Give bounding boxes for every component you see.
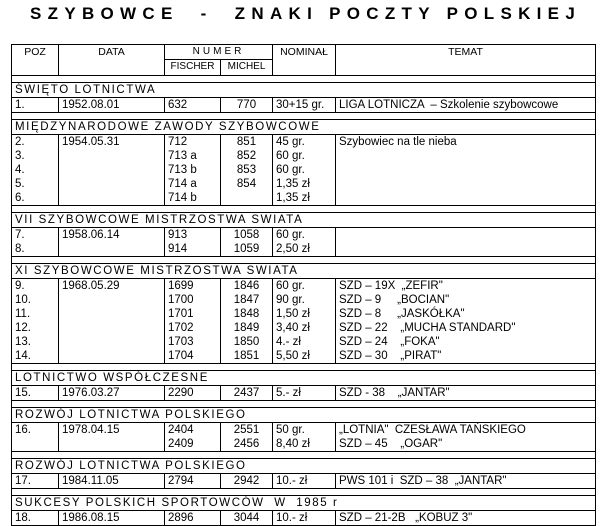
col-michel-cell — [221, 423, 273, 452]
cell-poz: 14. — [15, 350, 31, 362]
col-poz-cell — [12, 279, 59, 364]
header-numer: NUMER — [165, 45, 273, 60]
cell-date — [62, 307, 161, 321]
cell-michel: 1847 — [233, 294, 260, 306]
spacer-cell — [12, 76, 596, 83]
col-date-cell — [59, 228, 165, 257]
cell-date — [62, 163, 161, 177]
section-header-row — [12, 371, 596, 386]
col-date-cell — [59, 423, 165, 452]
col-michel-cell — [221, 135, 273, 206]
cell-michel: 854 — [236, 178, 257, 190]
cell-poz: 15. — [15, 387, 31, 399]
spacer-cell — [12, 401, 596, 408]
cell-michel: 1846 — [233, 280, 260, 292]
section-header-row — [12, 120, 596, 135]
cell-fischer: 913 — [168, 229, 188, 241]
cell-michel: 2456 — [233, 438, 260, 450]
col-date-cell — [59, 386, 165, 401]
spacer-row — [12, 113, 596, 120]
cell-temat: SZD – 8 „JASKÓŁKA" — [339, 308, 465, 320]
cell-temat: SZD – 24 „FOKA" — [339, 336, 440, 348]
cell-michel: 853 — [236, 164, 257, 176]
section-title: ROZWÓJ LOTNICTWA POLSKIEGO — [12, 459, 596, 474]
cell-fischer: 914 — [168, 243, 188, 255]
spacer-cell — [12, 113, 596, 120]
cell-nominal: 60 gr. — [276, 280, 305, 292]
col-temat-cell — [336, 228, 596, 257]
col-temat-cell — [336, 423, 596, 452]
cell-poz: 16. — [15, 424, 31, 436]
cell-date — [62, 242, 161, 256]
col-date-cell — [59, 98, 165, 113]
cell-nominal: 10.- zł — [276, 512, 308, 524]
cell-temat: LIGA LOTNICZA – Szkolenie szybowcowe — [339, 99, 559, 111]
cell-date: 1976.03.27 — [62, 387, 120, 399]
cell-date — [62, 293, 161, 307]
col-temat-cell — [336, 135, 596, 206]
col-poz-cell — [12, 228, 59, 257]
cell-fischer: 713 a — [168, 150, 197, 162]
col-temat-cell — [336, 511, 596, 526]
section-title: ŚWIĘTO LOTNICTWA — [12, 83, 596, 98]
cell-poz: 2. — [15, 136, 25, 148]
header-nominal: NOMINAŁ — [273, 45, 336, 76]
col-michel-cell — [221, 511, 273, 526]
cell-nominal: 5.- zł — [276, 387, 301, 399]
cell-date — [62, 177, 161, 191]
cell-michel: 852 — [236, 150, 257, 162]
section-title: SUKCESY POLSKICH SPORTOWCÓW W 1985 r — [12, 496, 596, 511]
cell-date: 1954.05.31 — [62, 136, 120, 148]
cell-nominal: 10.- zł — [276, 475, 308, 487]
cell-date: 1952.08.01 — [62, 99, 120, 111]
section-header-row — [12, 213, 596, 228]
section-rows — [12, 474, 596, 489]
col-nominal-cell — [273, 474, 336, 489]
col-nominal-cell — [273, 279, 336, 364]
cell-nominal: 50 gr. — [276, 424, 305, 436]
cell-fischer: 1702 — [168, 322, 194, 334]
spacer-row — [12, 452, 596, 459]
table-header — [12, 45, 596, 76]
cell-poz: 6. — [15, 192, 25, 204]
cell-temat: SZD – 19X „ZEFIR" — [339, 280, 443, 292]
cell-temat: SZD – 30 „PIRAT" — [339, 350, 442, 362]
cell-michel: 2551 — [233, 424, 260, 436]
spacer-cell — [12, 452, 596, 459]
cell-fischer: 714 b — [168, 192, 197, 204]
section-header-row — [12, 408, 596, 423]
col-poz-cell — [12, 98, 59, 113]
section-rows — [12, 511, 596, 526]
cell-fischer: 712 — [168, 136, 188, 148]
cell-date — [62, 321, 161, 335]
cell-temat — [339, 149, 592, 163]
col-poz-cell — [12, 386, 59, 401]
spacer-row — [12, 401, 596, 408]
section-header-row — [12, 496, 596, 511]
cell-fischer: 1701 — [168, 308, 194, 320]
cell-poz: 10. — [15, 294, 31, 306]
cell-fischer: 1703 — [168, 336, 194, 348]
cell-fischer: 2409 — [168, 438, 194, 450]
spacer-cell — [12, 364, 596, 371]
page-title: SZYBOWCE - ZNAKI POCZTY POLSKIEJ — [30, 4, 582, 23]
cell-poz: 18. — [15, 512, 31, 524]
cell-michel: 1850 — [233, 336, 260, 348]
section-rows — [12, 386, 596, 401]
col-michel-cell — [221, 386, 273, 401]
cell-fischer: 2896 — [168, 512, 194, 524]
col-poz-cell — [12, 423, 59, 452]
table-body — [12, 76, 596, 526]
spacer-row — [12, 206, 596, 213]
header-fischer: FISCHER — [165, 60, 221, 76]
col-nominal-cell — [273, 98, 336, 113]
section-title: XI SZYBOWCOWE MISTRZOSTWA SWIATA — [12, 264, 596, 279]
cell-nominal: 60 gr. — [276, 164, 305, 176]
col-fischer-cell — [165, 423, 221, 452]
col-temat-cell — [336, 474, 596, 489]
col-nominal-cell — [273, 423, 336, 452]
spacer-cell — [12, 489, 596, 496]
section-header-row — [12, 459, 596, 474]
cell-date — [62, 437, 161, 451]
header-michel: MICHEL — [221, 60, 273, 76]
header-data: DATA — [59, 45, 165, 76]
col-fischer-cell — [165, 228, 221, 257]
col-nominal-cell — [273, 386, 336, 401]
col-temat-cell — [336, 279, 596, 364]
col-date-cell — [59, 279, 165, 364]
col-fischer-cell — [165, 279, 221, 364]
cell-temat — [339, 228, 592, 242]
cell-poz: 17. — [15, 475, 31, 487]
cell-fischer: 713 b — [168, 164, 197, 176]
cell-nominal: 30+15 gr. — [276, 99, 325, 111]
cell-poz: 1. — [15, 99, 25, 111]
cell-nominal: 90 gr. — [276, 294, 305, 306]
col-temat-cell — [336, 98, 596, 113]
cell-temat — [339, 163, 592, 177]
cell-date — [62, 191, 161, 205]
cell-nominal: 4.- zł — [276, 336, 301, 348]
cell-nominal: 2,50 zł — [276, 243, 310, 255]
cell-nominal: 60 gr. — [276, 229, 305, 241]
spacer-cell — [12, 206, 596, 213]
cell-nominal: 60 gr. — [276, 150, 305, 162]
cell-date — [62, 335, 161, 349]
cell-poz: 5. — [15, 178, 25, 190]
col-michel-cell — [221, 474, 273, 489]
cell-michel: 3044 — [233, 512, 260, 524]
col-date-cell — [59, 474, 165, 489]
section-title: VII SZYBOWCOWE MISTRZOSTWA SWIATA — [12, 213, 596, 228]
cell-fischer: 714 a — [168, 178, 197, 190]
cell-michel: 1851 — [233, 350, 260, 362]
col-fischer-cell — [165, 386, 221, 401]
cell-michel: 2437 — [233, 387, 260, 399]
cell-date — [62, 349, 161, 363]
col-fischer-cell — [165, 98, 221, 113]
col-poz-cell — [12, 474, 59, 489]
cell-poz: 4. — [15, 164, 25, 176]
cell-fischer: 2794 — [168, 475, 194, 487]
spacer-cell — [12, 257, 596, 264]
col-fischer-cell — [165, 474, 221, 489]
cell-poz: 11. — [15, 308, 31, 320]
header-temat: TEMAT — [336, 45, 596, 76]
cell-temat: SZD – 45 „OGAR" — [339, 438, 443, 450]
cell-michel — [224, 191, 269, 205]
cell-poz — [15, 437, 55, 451]
cell-temat: SZD – 9 „BOCIAN" — [339, 294, 450, 306]
cell-temat — [339, 177, 592, 191]
col-michel-cell — [221, 98, 273, 113]
cell-poz: 12. — [15, 322, 31, 334]
cell-temat: PWS 101 i SZD – 38 „JANTAR" — [339, 475, 507, 487]
cell-fischer: 2404 — [168, 424, 194, 436]
header-poz: POZ — [12, 45, 59, 76]
cell-poz: 8. — [15, 243, 25, 255]
cell-poz: 13. — [15, 336, 31, 348]
cell-date — [62, 149, 161, 163]
cell-nominal: 1,35 zł — [276, 192, 310, 204]
col-michel-cell — [221, 228, 273, 257]
col-fischer-cell — [165, 511, 221, 526]
cell-nominal: 8,40 zł — [276, 438, 310, 450]
col-michel-cell — [221, 279, 273, 364]
col-fischer-cell — [165, 135, 221, 206]
cell-michel: 1058 — [233, 229, 260, 241]
section-header-row — [12, 264, 596, 279]
section-rows — [12, 98, 596, 113]
spacer-row — [12, 364, 596, 371]
cell-temat — [339, 242, 592, 256]
col-nominal-cell — [273, 511, 336, 526]
cell-temat: Szybowiec na tle nieba — [339, 136, 457, 148]
section-title: LOTNICTWO WSPÓŁCZESNE — [12, 371, 596, 386]
col-nominal-cell — [273, 228, 336, 257]
cell-nominal: 1,35 zł — [276, 178, 310, 190]
cell-date: 1984.11.05 — [62, 475, 119, 487]
cell-date: 1958.06.14 — [62, 229, 120, 241]
cell-michel: 1849 — [233, 322, 260, 334]
cell-michel: 2942 — [233, 475, 260, 487]
section-rows — [12, 228, 596, 257]
col-poz-cell — [12, 511, 59, 526]
cell-nominal: 1,50 zł — [276, 308, 310, 320]
cell-nominal: 5,50 zł — [276, 350, 310, 362]
cell-temat: SZD - 38 „JANTAR" — [339, 387, 450, 399]
spacer-row — [12, 489, 596, 496]
cell-temat: SZD – 22 „MUCHA STANDARD" — [339, 322, 516, 334]
cell-poz: 7. — [15, 229, 25, 241]
col-date-cell — [59, 511, 165, 526]
section-title: ROZWÓJ LOTNICTWA POLSKIEGO — [12, 408, 596, 423]
cell-michel: 770 — [236, 99, 257, 111]
cell-temat — [339, 191, 592, 205]
section-header-row — [12, 83, 596, 98]
cell-michel: 851 — [236, 136, 257, 148]
section-rows — [12, 423, 596, 452]
spacer-row — [12, 257, 596, 264]
cell-michel: 1059 — [233, 243, 260, 255]
cell-nominal: 45 gr. — [276, 136, 305, 148]
cell-nominal: 3,40 zł — [276, 322, 310, 334]
cell-fischer: 1700 — [168, 294, 194, 306]
cell-fischer: 1704 — [168, 350, 194, 362]
cell-poz: 3. — [15, 150, 25, 162]
stamps-table — [11, 44, 596, 526]
cell-fischer: 1699 — [168, 280, 194, 292]
cell-temat: „LOTNIA" CZESŁAWA TAŃSKIEGO — [339, 424, 526, 436]
col-nominal-cell — [273, 135, 336, 206]
section-title: MIĘDZYNARODOWE ZAWODY SZYBOWCOWE — [12, 120, 596, 135]
cell-poz: 9. — [15, 280, 25, 292]
cell-date: 1968.05.29 — [62, 280, 120, 292]
spacer-row — [12, 76, 596, 83]
cell-fischer: 632 — [168, 99, 188, 111]
col-poz-cell — [12, 135, 59, 206]
cell-michel: 1848 — [233, 308, 260, 320]
cell-date: 1986.08.15 — [62, 512, 120, 524]
cell-temat: SZD – 21-2B „KOBUZ 3" — [339, 512, 473, 524]
cell-fischer: 2290 — [168, 387, 194, 399]
col-temat-cell — [336, 386, 596, 401]
section-rows — [12, 135, 596, 206]
section-rows — [12, 279, 596, 364]
col-date-cell — [59, 135, 165, 206]
cell-date: 1978.04.15 — [62, 424, 120, 436]
